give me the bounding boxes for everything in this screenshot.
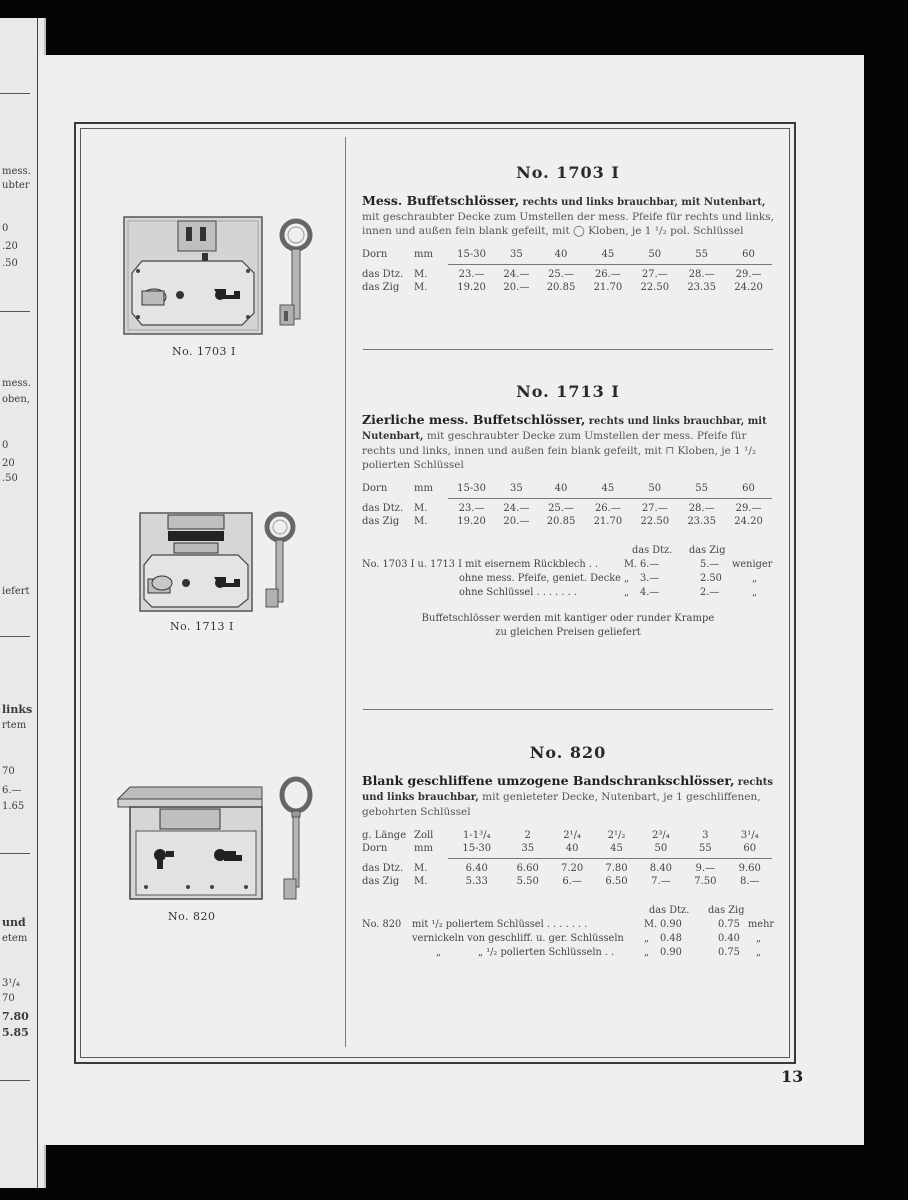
section-description [362,413,774,472]
left-fragment: 0 [2,440,9,451]
lock-1703-illustration [122,213,322,338]
row-label: das Zig [362,876,400,887]
table-cell: 45 [594,842,638,859]
table-row [362,281,772,294]
left-fragment: .50 [2,258,18,269]
left-rule [0,93,30,94]
section-title: No. 1713 I [516,382,620,401]
price-table [362,248,772,294]
row-unit: M. [414,862,428,874]
extras-note: „ [756,947,762,958]
row-unit: mm [414,483,433,495]
product-details: mit genieteter Decke, Nutenbart, je 1 geschliffenen, gebohrten Schlüssel [362,791,761,818]
table-cell: 19.20 [457,282,486,293]
column-header: das Zig [689,545,726,556]
left-fragment: oben, [2,394,30,405]
table-cell: 1-1³/₄ [463,830,491,841]
table-header-row [362,829,772,842]
left-fragment: 5.85 [2,1026,29,1039]
table-cell: 8.40 [649,863,673,874]
extras-currency: „ [644,947,650,958]
table-cell: 60 [728,842,772,859]
row-unit: M. [414,502,428,514]
table-cell: 23.— [458,269,485,280]
extras-prefix: „ [436,947,442,958]
section-description [362,194,774,238]
row-label: Dorn [362,843,388,855]
table-row [362,265,772,282]
row-unit: M. [414,876,428,887]
table-cell: 40 [550,842,594,859]
left-rule [0,311,30,312]
extras-prefix: No. 820 [362,919,402,930]
table-cell: 50 [631,482,678,499]
left-fragment: links [2,703,33,716]
left-fragment: ubter [2,180,30,191]
row-unit: M. [414,516,428,527]
left-fragment: mess. [2,166,31,177]
product-feature: rechts und links brauchbar, mit Nutenbart, [362,416,767,442]
extras-note: „ [756,933,762,944]
extras-price: 5.— [700,559,720,570]
left-rule [0,636,30,637]
table-cell: 27.— [641,503,668,514]
left-fragment: .50 [2,473,18,484]
table-cell: 9.60 [738,863,761,874]
table-cell: 7.80 [605,863,628,874]
table-cell: 2¹/₄ [563,830,581,841]
extras-currency: M. [624,559,638,570]
extras-price: 4.— [640,587,660,598]
table-cell: 45 [584,248,631,265]
column-header: das Zig [708,905,745,916]
table-cell: 15-30 [448,842,506,859]
table-cell: 20.— [503,282,530,293]
table-cell: 2³/₄ [652,830,670,841]
table-cell: 25.— [548,503,574,514]
extras-row [362,558,774,572]
table-cell: 29.— [735,269,762,280]
footnote-line: zu gleichen Preisen geliefert [495,627,641,638]
section-1703 [362,163,774,294]
price-table [362,829,772,888]
left-fragment: 20 [2,458,15,469]
table-cell: 2¹/₂ [607,830,626,841]
catalog-page [38,55,864,1145]
extras-note: „ [752,587,758,598]
table-cell: 3 [702,830,709,841]
left-rule [0,853,30,854]
table-cell: 55 [678,482,725,499]
left-fragment: 1.65 [2,801,25,812]
footnote [362,612,774,640]
left-fragment: 70 [2,766,15,777]
table-cell: 28.— [688,269,715,280]
extras-label: vernickeln von geschliff. u. ger. Schlüsseln [412,933,624,944]
extras-row [362,946,774,960]
table-cell: 26.— [594,269,621,280]
row-label: das Zig [362,282,400,293]
figure-caption: No. 1713 I [170,620,234,633]
table-cell: 28.— [688,503,715,514]
row-unit: mm [414,843,433,855]
row-unit: Zoll [414,830,434,841]
table-cell: 21.70 [593,516,623,527]
section-820 [362,743,774,960]
left-fragment: .20 [2,241,18,252]
table-cell: 7.50 [694,876,717,887]
table-cell: 15-30 [448,248,495,265]
footnote-line: Buffetschlösser werden mit kantiger oder runder Krampe [421,613,715,624]
row-unit: M. [414,282,428,293]
table-cell: 24.20 [734,516,763,527]
table-cell: 55 [678,248,725,265]
row-label: das Dtz. [362,502,404,514]
table-cell: 24.20 [734,282,763,293]
table-cell: 6.— [562,876,582,887]
extras-list [362,544,774,600]
table-row [362,859,772,876]
row-unit: mm [414,249,433,261]
table-cell: 7.— [651,876,671,887]
left-fragment: 3¹/₄ [2,978,20,989]
figure-caption: No. 820 [168,910,216,923]
extras-price: 0.75 [718,919,740,930]
extras-label: No. 1703 I u. 1713 I mit eisernem Rückblech . . [362,559,599,570]
extras-price: 0.90 [660,947,682,958]
table-cell: 45 [584,482,631,499]
left-fragment: mess. [2,378,31,389]
left-fragment: und [2,916,26,929]
extras-label: mit ¹/₂ poliertem Schlüssel . . . . . . . [412,919,588,930]
extras-price: 2.— [700,587,720,598]
table-cell: 20.85 [546,516,576,527]
table-cell: 55 [683,842,727,859]
table-cell: 23.35 [687,282,716,293]
extras-note: mehr [748,919,775,930]
table-cell: 6.60 [516,863,539,874]
table-cell: 25.— [548,269,574,280]
column-divider [345,137,346,1047]
extras-price: 0.40 [718,933,740,944]
table-cell: 5.50 [516,876,539,887]
table-cell: 9.— [695,863,716,874]
row-label: das Dtz. [362,862,404,874]
left-fragment: 7.80 [2,1010,29,1023]
extras-currency: „ [624,587,630,598]
table-cell: 7.20 [560,863,584,874]
table-cell: 22.50 [640,516,670,527]
table-cell: 21.70 [593,282,623,293]
extras-note: „ [752,573,758,584]
section-description [362,774,774,819]
price-table [362,482,772,528]
lock-1713-illustration [138,507,308,617]
table-cell: 20.85 [546,282,576,293]
product-details: mit geschraubter Decke zum Umstellen der mess. Pfeife für rechts und links, innen und außen fein blank gefeilt, mit ◯ Kloben, je 1 ¹/₂ pol. Schlüssel [362,211,774,237]
table-header-row [362,248,772,265]
extras-currency: „ [644,933,650,944]
table-cell: 6.40 [465,863,488,874]
table-row [362,499,772,516]
table-cell: 3¹/₄ [740,830,759,841]
column-header: das Dtz. [632,545,673,556]
table-cell: 50 [639,842,683,859]
extras-row [362,918,774,932]
extras-price: 0.90 [660,919,682,930]
extras-list [362,904,774,960]
section-title: No. 1703 I [516,163,620,182]
table-cell: 27.— [641,269,668,280]
extras-row [362,572,774,586]
table-cell: 26.— [594,503,621,514]
lock-820-illustration [116,775,326,905]
row-unit: M. [414,268,428,280]
product-feature: rechts und links brauchbar, [362,777,774,803]
table-row [362,515,772,528]
left-fragment: iefert [2,586,30,597]
extras-price: 3.— [640,573,660,584]
left-fragment: 70 [2,993,15,1004]
row-label: g. Länge [362,830,407,841]
row-label: Dorn [362,249,388,261]
table-header-row [362,482,772,499]
left-fragment: etem [2,933,28,944]
table-cell: 8.— [739,876,760,887]
left-fragment: 6.— [2,785,22,796]
extras-label: „ ¹/₂ polierten Schlüsseln . . [478,947,615,958]
extras-label: ohne Schlüssel . . . . . . . [459,587,577,598]
table-cell: 19.20 [457,516,486,527]
extras-price: 0.48 [660,933,682,944]
table-cell: 6.50 [605,876,628,887]
product-details: mit geschraubter Decke zum Umstellen der mess. Pfeife für rechts und links, innen und außen fein blank gefeilt, mit ⊓ Kloben, je 1 ¹/₂ polierten Schlüssel [362,430,757,471]
extras-row [362,932,774,946]
left-fragment: 0 [2,223,9,234]
table-cell: 35 [495,248,537,265]
product-feature: rechts und links brauchbar, mit Nutenbart, [522,197,766,208]
extras-label: ohne mess. Pfeife, geniet. Decke [459,573,621,584]
table-cell: 50 [631,248,678,265]
table-cell: 2 [524,830,531,841]
extras-price: 2.50 [700,573,722,584]
table-cell: 29.— [735,503,762,514]
extras-currency: M. [644,919,658,930]
table-header-row [362,842,772,859]
section-separator [363,709,773,710]
table-cell: 24.— [503,503,530,514]
product-name: Blank geschliffene umzogene Bandschrankschlösser, [362,773,735,788]
table-cell: 35 [506,842,550,859]
table-cell: 60 [725,482,772,499]
left-rule [0,1080,30,1081]
product-name: Mess. Buffetschlösser, [362,193,520,208]
table-cell: 40 [538,482,585,499]
extras-currency: „ [624,573,630,584]
table-cell: 15-30 [448,482,495,499]
table-cell: 20.— [503,516,530,527]
extras-note: weniger [732,559,773,570]
table-cell: 23.35 [687,516,716,527]
table-cell: 23.— [458,503,485,514]
table-row [362,875,772,888]
row-label: Dorn [362,483,388,495]
extras-row [362,586,774,600]
section-title: No. 820 [529,743,607,762]
column-header: das Dtz. [649,905,690,916]
table-cell: 22.50 [640,282,670,293]
section-separator [363,349,773,350]
table-cell: 40 [538,248,585,265]
page-number: 13 [781,1067,804,1086]
table-cell: 60 [725,248,772,265]
table-cell: 5.33 [465,876,488,887]
row-label: das Zig [362,516,400,527]
table-cell: 24.— [503,269,530,280]
table-cell: 35 [495,482,537,499]
extras-price: 0.75 [718,947,740,958]
row-label: das Dtz. [362,268,404,280]
figure-caption: No. 1703 I [172,345,236,358]
extras-price: 6.— [640,559,660,570]
left-fragment: rtem [2,720,27,731]
product-name: Zierliche mess. Buffetschlösser, [362,412,586,427]
section-1713 [362,382,774,640]
